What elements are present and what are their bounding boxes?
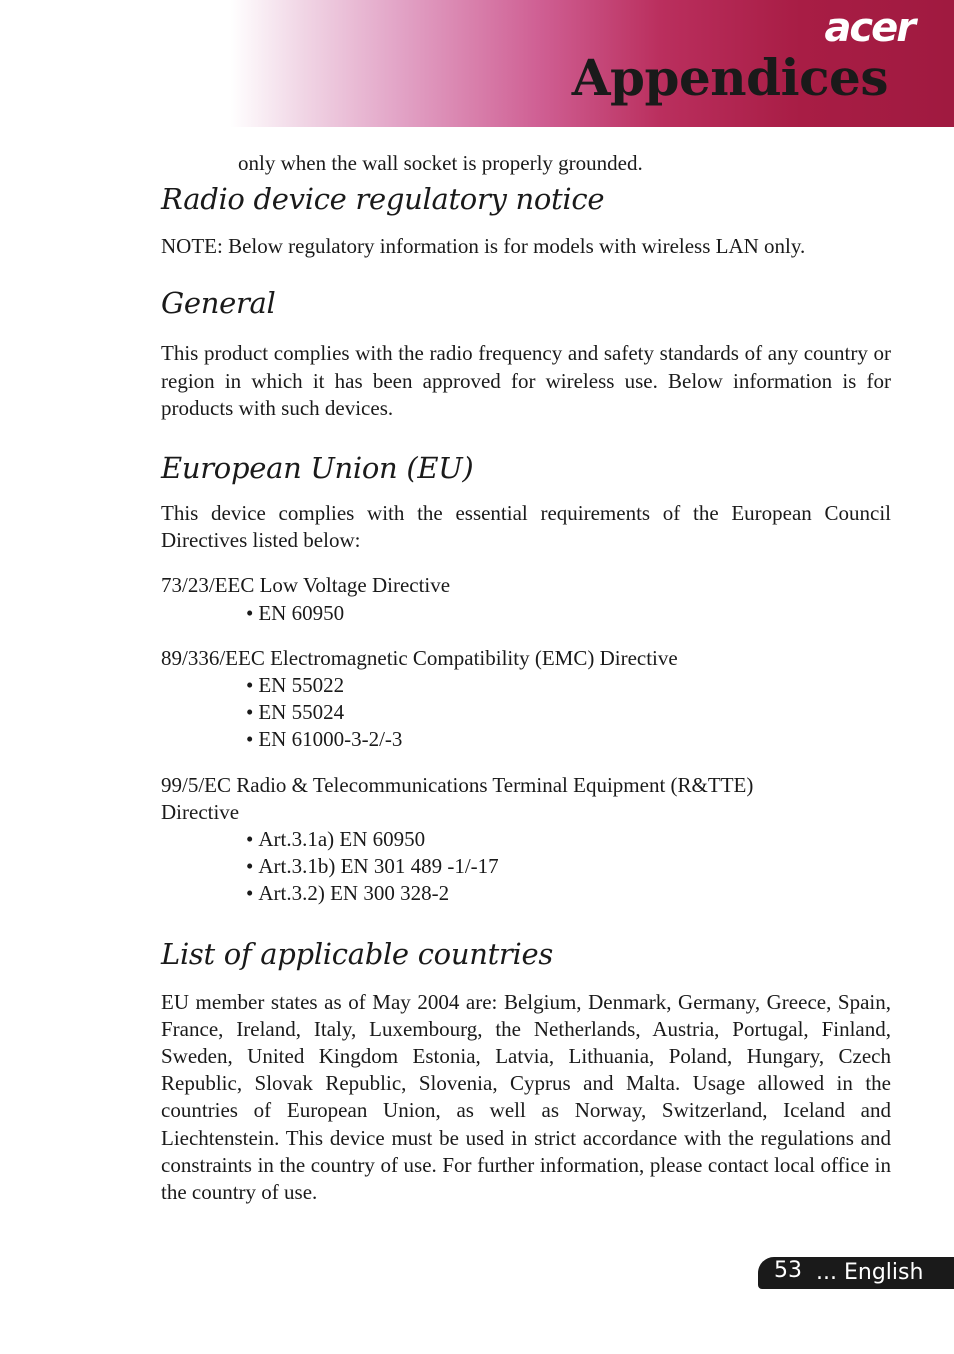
header-banner: [0, 0, 954, 127]
directive-emc-list: [161, 672, 891, 754]
page-footer: [758, 1257, 954, 1289]
page-content: [161, 150, 891, 1206]
directive-rtte-title: 99/5/EC Radio & Telecommunications Terminal Equipment (R&TTE) Directive: [161, 772, 754, 824]
list-item: • EN 61000-3-2/-3: [246, 727, 403, 752]
radio-note: NOTE: Below regulatory information is for models with wireless LAN only.: [161, 234, 806, 259]
radio-heading: Radio device regulatory notice: [161, 182, 605, 217]
list-item: • EN 55024: [246, 700, 345, 725]
directive-lvd-list: [161, 600, 891, 627]
list-item: • EN 55022: [246, 673, 345, 698]
countries-body: EU member states as of May 2004 are: Belgium, Denmark, Germany, Greece, Spain, France, Ireland, Italy, Luxembourg, the Netherlands, Austria, Portugal, Finland, Sweden, United Kingdom Estonia, Latvia, Lithuania, Poland, Hungary, Czech Republic, Slovak Republic, Slovenia, Cyprus and Malta. Usage allowed in the countries of European Union, as well as Norway, Switzerland, Iceland and Liechtenstein. This device must be used in strict accordance with the regulations and constraints in the country of use. For further information, please contact local office in the country of use.: [161, 989, 891, 1205]
list-item: • Art.3.2) EN 300 328-2: [246, 881, 450, 906]
general-body: This product complies with the radio frequency and safety standards of any country or region in which it has been approved for wireless use. Below information is for products with such devices.: [161, 341, 891, 420]
list-item: • EN 60950: [246, 600, 345, 625]
eu-body: This device complies with the essential requirements of the European Council Directives listed below:: [161, 501, 891, 553]
directive-rtte-list: [161, 826, 891, 908]
directive-lvd-title: 73/23/EEC Low Voltage Directive: [161, 573, 451, 598]
general-heading: General: [161, 286, 276, 321]
directive-emc-title: 89/336/EEC Electromagnetic Compatibility (EMC) Directive: [161, 645, 678, 670]
intro-line: only when the wall socket is properly grounded.: [238, 151, 643, 175]
page-number: 53: [774, 1258, 802, 1283]
footer-language: ... English: [816, 1260, 924, 1285]
list-item: • Art.3.1a) EN 60950: [246, 827, 426, 852]
countries-heading: List of applicable countries: [161, 936, 553, 971]
acer-logo: acer: [824, 5, 914, 51]
list-item: • Art.3.1b) EN 301 489 -1/-17: [246, 854, 499, 879]
page-title: Appendices: [571, 48, 888, 107]
eu-heading: European Union (EU): [161, 451, 474, 486]
